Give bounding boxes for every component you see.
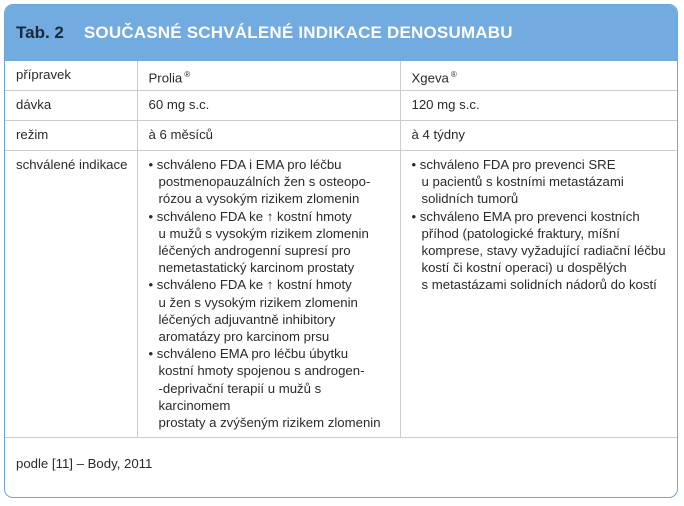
indication-item [412, 156, 670, 208]
row-label: dávka [5, 91, 137, 121]
indication-line: u žen s vysokým rizikem zlomenin [158, 294, 358, 310]
indications-table [5, 61, 677, 493]
indication-line: • schváleno EMA pro prevenci kostních [411, 208, 640, 224]
indication-line: kostí či kostní operaci) u dospělých [421, 260, 627, 276]
registered-mark: ® [184, 70, 191, 79]
indication-item [149, 276, 392, 345]
indication-line: komprese, stavy vyžadující radiační léčbu [421, 243, 666, 259]
row-label: schválené indikace [5, 151, 137, 438]
indication-line: • schváleno FDA pro prevenci SRE [411, 157, 616, 172]
indication-line: solidních tumorů [421, 191, 519, 207]
indication-line: s metastázami solidních nádorů do kostí [421, 277, 657, 293]
cell-xgeva [400, 61, 677, 91]
table-row [5, 61, 677, 91]
indication-line: prostaty a zvýšeným rizikem zlomenin [158, 415, 381, 431]
indication-line: • schváleno FDA ke ↑ kostní hmoty [148, 208, 352, 224]
table-row [5, 121, 677, 151]
indication-line: léčených androgenní supresí pro [158, 243, 351, 259]
indication-line: léčených adjuvantně inhibitory [158, 311, 336, 327]
indication-line: • schváleno FDA i EMA pro léčbu [148, 157, 342, 172]
row-label: režim [5, 121, 137, 151]
indication-line: aromatázy pro karcinom prsu [158, 329, 330, 345]
cell-prolia: à 6 měsíců [137, 121, 400, 151]
cell-prolia [137, 61, 400, 91]
indication-line: příhod (patologické fraktury, míšní [421, 225, 620, 241]
indication-line: • schváleno FDA ke ↑ kostní hmoty [148, 277, 352, 293]
cell-prolia: 60 mg s.c. [137, 91, 400, 121]
indication-item [412, 208, 670, 294]
row-label: přípravek [5, 61, 137, 91]
table-row [5, 151, 677, 438]
indication-line: nemetastatický karcinom prostaty [158, 260, 355, 276]
indication-line: • schváleno EMA pro léčbu úbytku [148, 346, 349, 362]
table-row [5, 438, 677, 494]
indication-item [149, 156, 392, 208]
indication-line: kostní hmoty spojenou s androgen- [158, 363, 365, 379]
prolia-name: Prolia [148, 70, 183, 86]
table-row [5, 91, 677, 121]
indication-line: rózou a vysokým rizikem zlomenin [158, 191, 360, 207]
indication-item [149, 208, 392, 277]
cell-xgeva: à 4 týdny [400, 121, 677, 151]
source-note: podle [11] – Body, 2011 [5, 438, 677, 494]
table-header [5, 5, 677, 61]
table-frame [4, 4, 678, 498]
table-title: SOUČASNÉ SCHVÁLENÉ INDIKACE DENOSUMABU [83, 23, 513, 42]
table-number: Tab. 2 [16, 23, 64, 42]
indication-line: postmenopauzálních žen s osteopo- [158, 174, 371, 190]
indication-line: u mužů s vysokým rizikem zlomenin [158, 225, 369, 241]
registered-mark: ® [450, 70, 457, 79]
indication-item [149, 345, 392, 431]
indication-line: u pacientů s kostními metastázami [421, 174, 624, 190]
cell-xgeva: 120 mg s.c. [400, 91, 677, 121]
cell-prolia-indications [137, 151, 400, 438]
cell-xgeva-indications [400, 151, 677, 438]
indication-line: -deprivační terapií u mužů s karcinomem [158, 380, 322, 413]
xgeva-name: Xgeva [411, 70, 449, 86]
